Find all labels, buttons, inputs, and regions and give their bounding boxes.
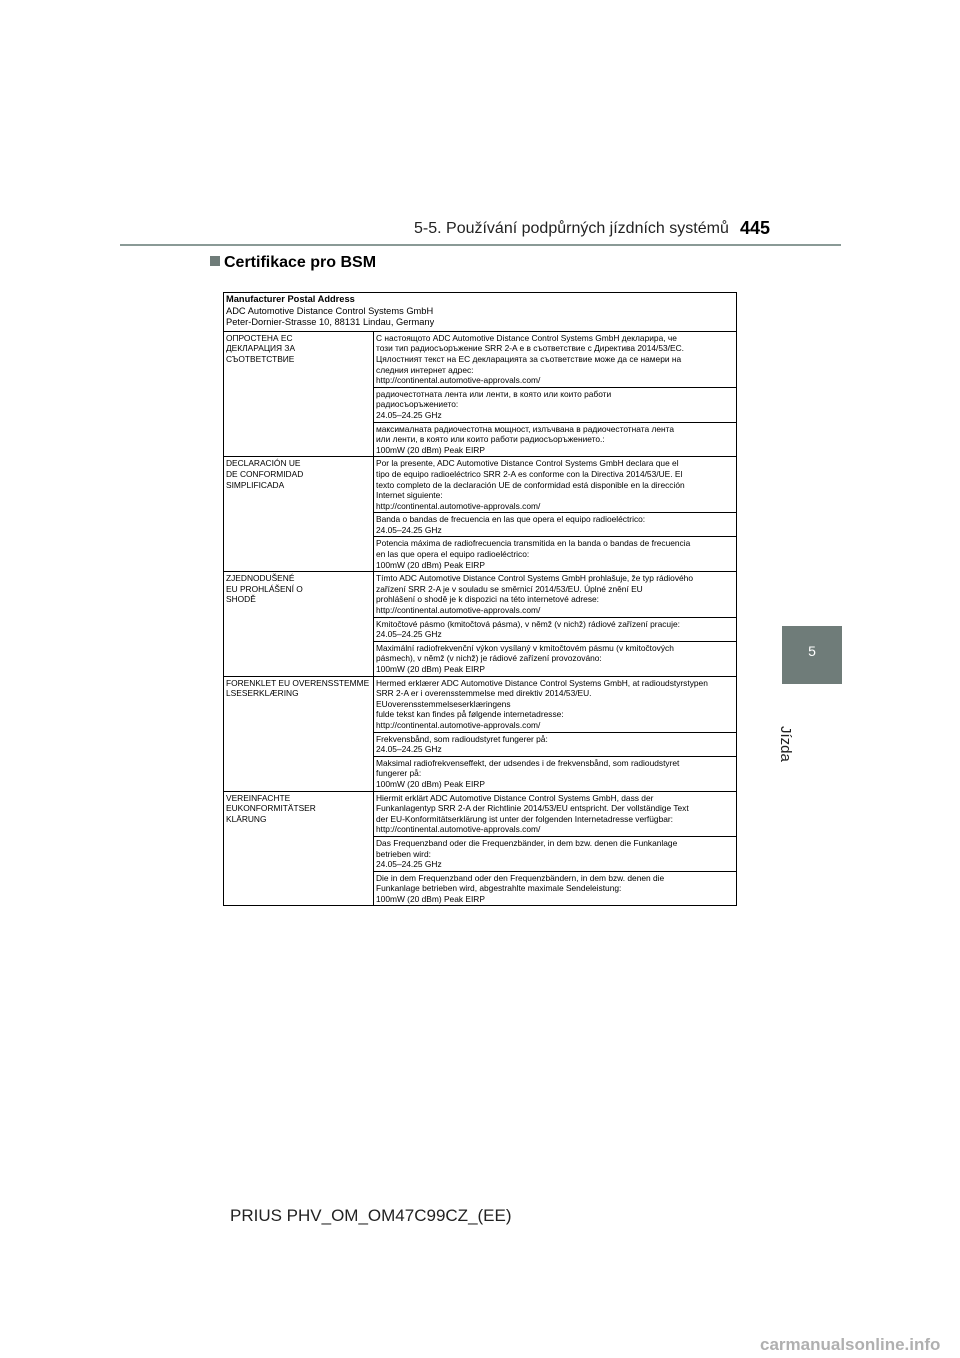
declaration-detail-line: 100mW (20 dBm) Peak EIRP <box>376 664 485 674</box>
declaration-detail-line: или ленти, в която или които работи радиосъоръжението.: <box>376 434 605 445</box>
declaration-title-line: KLÄRUNG <box>226 813 267 824</box>
declaration-detail-line: 24.05–24.25 GHz <box>376 629 442 640</box>
declaration-detail-line: следния интернет адрес: <box>376 364 474 375</box>
declaration-title-line: DECLARACIÓN UE <box>226 458 301 469</box>
watermark: carmanualsonline.info <box>760 1335 941 1354</box>
declaration-detail-cell <box>374 677 736 732</box>
declaration-detail-line: радиосъоръжението: <box>376 399 459 410</box>
declaration-title-line: VEREINFACHTE <box>226 792 291 803</box>
declaration-title-line: DE CONFORMIDAD <box>226 468 304 479</box>
declaration-detail-cell <box>374 332 736 387</box>
manufacturer-name: ADC Automotive Distance Control Systems GmbH <box>226 305 434 316</box>
declaration-title-line: ДЕКЛАРАЦИЯ ЗА <box>226 343 296 354</box>
declaration-detail-line: fulde tekst kan findes på følgende internetadresse: <box>376 709 564 720</box>
header-rule <box>120 244 841 246</box>
declaration-detail-line: Hermed erklærer ADC Automotive Distance Control Systems GmbH, at radioudstyrstypen <box>376 677 708 688</box>
declaration-title-line: LSESERKLÆRING <box>226 688 299 699</box>
table-row <box>224 331 736 457</box>
declaration-title-line: ОПРОСТЕНА ЕС <box>226 332 293 343</box>
manufacturer-address: Peter-Dornier-Strasse 10, 88131 Lindau, Germany <box>226 317 435 328</box>
declaration-detail-line: Das Frequenzband oder die Frequenzbänder, in dem bzw. denen die Funkanlage <box>376 837 678 848</box>
certification-table <box>223 292 737 906</box>
declaration-detail-cell <box>374 792 736 836</box>
declaration-detail-line: 100mW (20 dBm) Peak EIRP <box>376 444 485 455</box>
declaration-detail-line: 24.05–24.25 GHz <box>376 859 442 870</box>
declaration-detail-line: 100mW (20 dBm) Peak EIRP <box>376 778 485 789</box>
declaration-detail-line: Potencia máxima de radiofrecuencia transmitida en la banda o bandas de frecuencia <box>376 538 691 549</box>
declaration-detail-line: betrieben wird: <box>376 848 431 859</box>
declaration-detail-cell <box>374 457 736 512</box>
declaration-details <box>374 457 736 571</box>
declaration-title-line: SHODĚ <box>226 594 256 605</box>
declaration-detail-line: Funkanlagentyp SRR 2-A der Richtlinie 2014/53/EU entspricht. Der vollständige Text <box>376 803 689 814</box>
declaration-detail-cell <box>374 387 736 422</box>
declaration-detail-line: Banda o bandas de frecuencia en las que opera el equipo radioeléctrico: <box>376 514 646 525</box>
declaration-detail-line: 100mW (20 dBm) Peak EIRP <box>376 559 485 570</box>
declaration-title-cell <box>224 332 374 457</box>
header-section-title: 5-5. Používání podpůrných jízdních systémů <box>414 220 729 237</box>
chapter-tab-label-text: Jízda <box>777 726 794 762</box>
declaration-detail-line: Die in dem Frequenzband oder den Frequenzbändern, in dem bzw. denen die <box>376 872 665 883</box>
declaration-title-line: EUKONFORMITÄTSER <box>226 803 316 814</box>
declaration-detail-cell <box>374 732 736 756</box>
table-header-row <box>224 293 736 331</box>
declaration-title-line: EU PROHLÁŠENÍ O <box>226 583 303 594</box>
declaration-detail-line: tipo de equipo radioeléctrico SRR 2-A es conforme con la Directiva 2014/53/UE. El <box>376 468 683 479</box>
declaration-detail-line: този тип радиосъоръжение SRR 2-A е в съответствие с Директива 2014/53/ЕС. <box>376 343 684 354</box>
declaration-details <box>374 677 736 791</box>
declaration-detail-line: Funkanlage betrieben wird, abgestrahlte maximale Sendeleistung: <box>376 883 622 894</box>
declaration-detail-line: Frekvensbånd, som radioudstyret fungerer på: <box>376 733 548 744</box>
declaration-detail-line: http://continental.automotive-approvals.com/ <box>376 375 541 386</box>
table-row <box>224 456 736 571</box>
declaration-details <box>374 572 736 675</box>
declaration-detail-line: der EU-Konformitätserklärung ist unter der folgenden Internetadresse verfügbar: <box>376 813 674 824</box>
declaration-detail-line: Internet siguiente: <box>376 490 443 501</box>
manufacturer-address-cell <box>224 293 436 331</box>
declaration-detail-cell <box>374 536 736 571</box>
declaration-detail-cell <box>374 756 736 791</box>
declaration-detail-line: fungerer på: <box>376 768 422 779</box>
table-row <box>224 571 736 675</box>
table-row <box>224 791 736 906</box>
declaration-details <box>374 332 736 457</box>
declaration-detail-cell <box>374 422 736 457</box>
declaration-title-cell <box>224 457 374 571</box>
declaration-detail-line: максималната радиочестотна мощност, излъчвана в радиочестотната лента <box>376 423 675 434</box>
declaration-detail-line: 24.05–24.25 GHz <box>376 409 442 420</box>
declaration-detail-line: SRR 2-A er i overensstemmelse med direktiv 2014/53/EU. <box>376 688 592 699</box>
table-row <box>224 676 736 791</box>
declaration-details <box>374 792 736 906</box>
declaration-detail-cell <box>374 836 736 871</box>
declaration-detail-line: Por la presente, ADC Automotive Distance Control Systems GmbH declara que el <box>376 458 679 469</box>
declaration-title-line: FORENKLET EU OVERENSSTEMME <box>226 677 370 688</box>
declaration-detail-line: Hiermit erklärt ADC Automotive Distance Control Systems GmbH, dass der <box>376 792 654 803</box>
manufacturer-heading: Manufacturer Postal Address <box>226 294 355 304</box>
declaration-detail-line: 24.05–24.25 GHz <box>376 524 442 535</box>
declaration-detail-line: EUoverensstemmelseserklæringens <box>376 698 511 709</box>
chapter-tab-number: 5 <box>808 643 816 659</box>
declaration-detail-cell <box>374 572 736 616</box>
declaration-detail-line: радиочестотната лента или ленти, в която или които работи <box>376 388 612 399</box>
declaration-detail-line: en las que opera el equipo radioeléctrico: <box>376 549 530 560</box>
declaration-detail-line: http://continental.automotive-approvals.com/ <box>376 500 541 511</box>
declaration-title-line: ZJEDNODUŠENÉ <box>226 573 295 584</box>
declaration-detail-line: 24.05–24.25 GHz <box>376 744 442 755</box>
declaration-detail-line: pásmech), v němž (v nichž) je rádiové zařízení provozováno: <box>376 653 602 664</box>
declaration-detail-line: http://continental.automotive-approvals.com/ <box>376 719 541 730</box>
square-bullet-icon <box>210 256 220 266</box>
section-title <box>210 254 376 272</box>
declaration-title-cell <box>224 677 374 791</box>
declaration-detail-cell <box>374 512 736 536</box>
declaration-detail-line: zařízení SRR 2-A je v souladu se směrnicí 2014/53/EU. Úplné znění EU <box>376 583 643 594</box>
section-title-text: Certifikace pro BSM <box>224 254 377 271</box>
declaration-detail-line: texto completo de la declaración UE de conformidad está disponible en la dirección <box>376 479 685 490</box>
declaration-detail-line: Цялостният текст на ЕС декларацията за съответствие може да се намери на <box>376 353 682 364</box>
declaration-detail-cell <box>374 871 736 906</box>
declaration-detail-cell <box>374 641 736 676</box>
page-number: 445 <box>740 218 771 238</box>
declaration-detail-line: Tímto ADC Automotive Distance Control Systems GmbH prohlašuje, že typ rádiového <box>376 573 693 584</box>
declaration-title-line: СЪОТВЕТСТВИЕ <box>226 353 295 364</box>
declaration-detail-line: http://continental.automotive-approvals.com/ <box>376 605 541 616</box>
declaration-title-cell <box>224 792 374 906</box>
declaration-detail-line: prohlášení o shodě je k dispozici na této internetové adrese: <box>376 594 600 605</box>
declaration-detail-line: Maximální radiofrekvenční výkon vysílaný v kmitočtovém pásmu (v kmitočtových <box>376 642 674 653</box>
declaration-detail-cell <box>374 617 736 641</box>
declaration-detail-line: Maksimal radiofrekvenseffekt, der udsendes i de frekvensbånd, som radioudstyret <box>376 757 680 768</box>
declaration-title-line: SIMPLIFICADA <box>226 479 285 490</box>
declaration-detail-line: С настоящото ADC Automotive Distance Control Systems GmbH декларира, че <box>376 332 677 343</box>
chapter-tab-label <box>777 690 830 762</box>
declaration-title-cell <box>224 572 374 675</box>
footer-model-code: PRIUS PHV_OM_OM47C99CZ_(EE) <box>230 1206 512 1225</box>
declaration-detail-line: 100mW (20 dBm) Peak EIRP <box>376 893 485 904</box>
declaration-detail-line: http://continental.automotive-approvals.com/ <box>376 824 541 835</box>
declaration-detail-line: Kmitočtové pásmo (kmitočtová pásma), v němž (v nichž) rádiové zařízení pracuje: <box>376 618 680 629</box>
